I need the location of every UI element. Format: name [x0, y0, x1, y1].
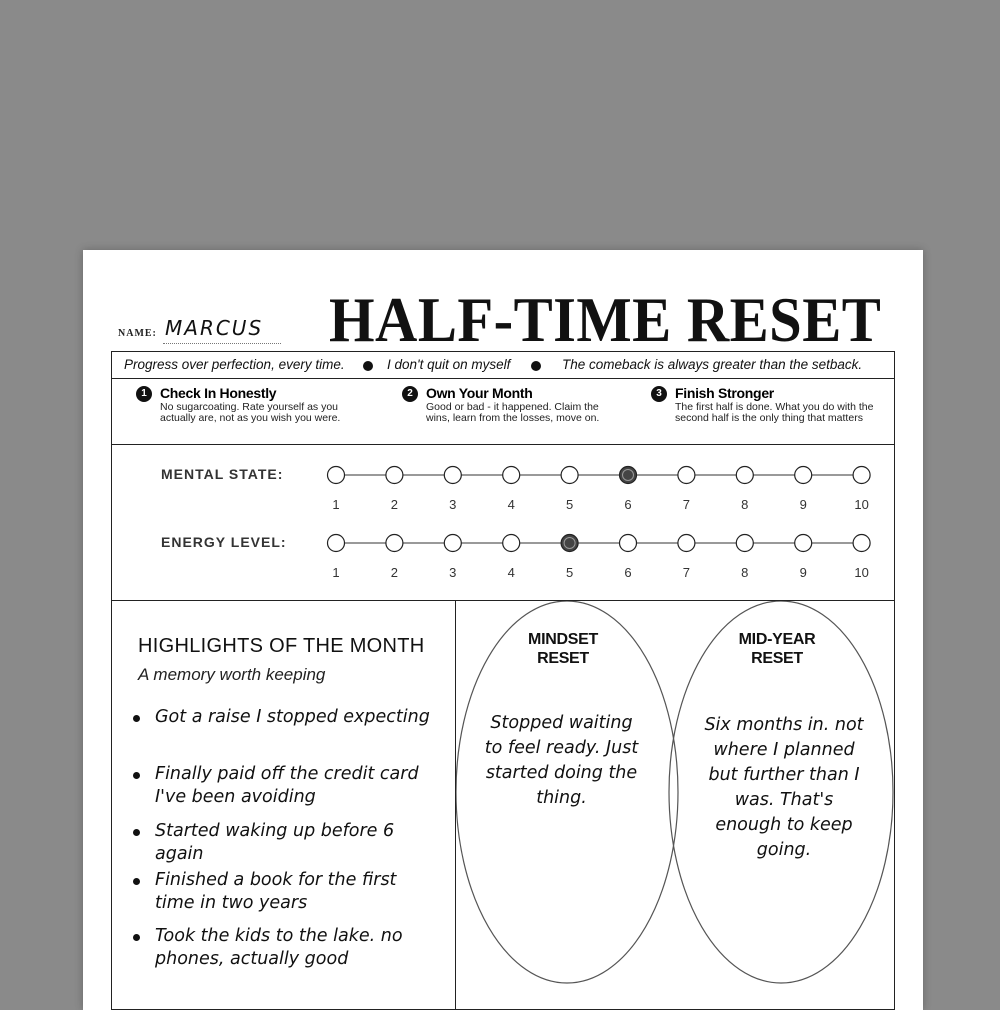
step-title: Own Your Month [426, 385, 533, 401]
highlight-text: Finally paid off the credit card I've been avoiding [155, 764, 419, 807]
bullet-icon [133, 829, 140, 836]
scale-number: 1 [332, 497, 340, 512]
rating-option[interactable] [795, 535, 812, 552]
step-title: Finish Stronger [675, 385, 774, 401]
worksheet-page [83, 250, 923, 1010]
scale-number: 3 [449, 565, 457, 580]
rating-option[interactable] [853, 467, 870, 484]
rating-option[interactable] [386, 467, 403, 484]
highlights-title: HIGHLIGHTS OF THE MONTH [138, 635, 425, 657]
rating-option[interactable] [328, 535, 345, 552]
steps-row [111, 379, 895, 445]
rating-option[interactable] [620, 535, 637, 552]
highlight-text: Got a raise I stopped expecting [155, 707, 430, 727]
scale-number: 1 [332, 565, 340, 580]
scale-number: 5 [565, 497, 574, 512]
title-line: MINDSET [528, 631, 598, 648]
separator-dot [363, 361, 373, 371]
step-description: No sugarcoating. Rate yourself as you actually are, not as you wish you were. [160, 401, 341, 424]
highlight-text: Started waking up before 6 again [155, 821, 395, 864]
rating-scale-graphic [111, 445, 895, 601]
highlight-text: Finished a book for the first time in two years [155, 870, 397, 913]
rating-option[interactable] [736, 467, 753, 484]
step-description: The first half is done. What you do with the second half is the only thing that matters [675, 401, 874, 424]
scale-number: 4 [507, 565, 515, 580]
scale-number: 2 [390, 565, 399, 580]
name-underline [163, 343, 281, 344]
motto-1: Progress over perfection, every time. [124, 357, 345, 372]
bullet-icon [133, 878, 140, 885]
scale-number: 3 [449, 497, 457, 512]
motto-bar [111, 351, 895, 379]
mental-state-label: MENTAL STATE: [161, 466, 284, 482]
rating-option[interactable] [678, 535, 695, 552]
scale-number: 2 [390, 497, 399, 512]
step-number-badge: 2 [402, 386, 418, 402]
mid-year-reset-note[interactable]: Six months in. not where I planned but further than I was. That's enough to keep going. [704, 715, 864, 860]
step-description: Good or bad - it happened. Claim the wins, learn from the losses, move on. [426, 401, 600, 424]
scale-number: 5 [565, 565, 574, 580]
rating-option[interactable] [503, 467, 520, 484]
rating-option[interactable] [795, 467, 812, 484]
highlight-text: Took the kids to the lake. no phones, actually good [155, 926, 403, 969]
rating-option[interactable] [386, 535, 403, 552]
motto-3: The comeback is always greater than the setback. [562, 357, 863, 372]
rating-option[interactable] [561, 467, 578, 484]
energy-level-label: ENERGY LEVEL: [161, 534, 287, 550]
mindset-reset-title [498, 630, 628, 668]
title-line: MID-YEAR [738, 631, 816, 648]
rating-option[interactable] [444, 467, 461, 484]
bullet-icon [133, 772, 140, 779]
name-label: NAME: [118, 328, 157, 339]
scale-number: 6 [624, 497, 632, 512]
rating-option[interactable] [736, 535, 753, 552]
scale-number: 10 [854, 565, 869, 580]
scale-number: 4 [507, 497, 515, 512]
page-title: HALF-TIME RESET [329, 285, 882, 355]
venn-diagram [456, 601, 895, 1010]
name-field[interactable]: MARCUS [165, 316, 264, 340]
bullet-icon [133, 715, 140, 722]
separator-dot [531, 361, 541, 371]
scale-number: 9 [799, 565, 807, 580]
step-title: Check In Honestly [160, 385, 277, 401]
rating-option[interactable] [678, 467, 695, 484]
scale-number: 7 [682, 565, 691, 580]
bullet-icon [133, 934, 140, 941]
motto-2: I don't quit on myself [387, 357, 511, 372]
scale-number: 8 [741, 565, 749, 580]
scale-number: 6 [624, 565, 632, 580]
scale-number: 9 [799, 497, 807, 512]
rating-option[interactable] [853, 535, 870, 552]
scale-number: 8 [741, 497, 749, 512]
highlights-subtitle: A memory worth keeping [138, 665, 326, 684]
title-line: RESET [537, 650, 589, 667]
step-number-badge: 3 [651, 386, 667, 402]
rating-option[interactable] [503, 535, 520, 552]
title-line: RESET [751, 650, 803, 667]
scale-number: 10 [854, 497, 869, 512]
mindset-reset-note[interactable]: Stopped waiting to feel ready. Just started doing the thing. [484, 713, 639, 808]
rating-option[interactable] [444, 535, 461, 552]
highlights-panel [111, 601, 456, 1010]
step-number-badge: 1 [136, 386, 152, 402]
scale-number: 7 [682, 497, 691, 512]
rating-scales [111, 445, 895, 601]
mid-year-reset-title [712, 630, 842, 668]
rating-option[interactable] [328, 467, 345, 484]
